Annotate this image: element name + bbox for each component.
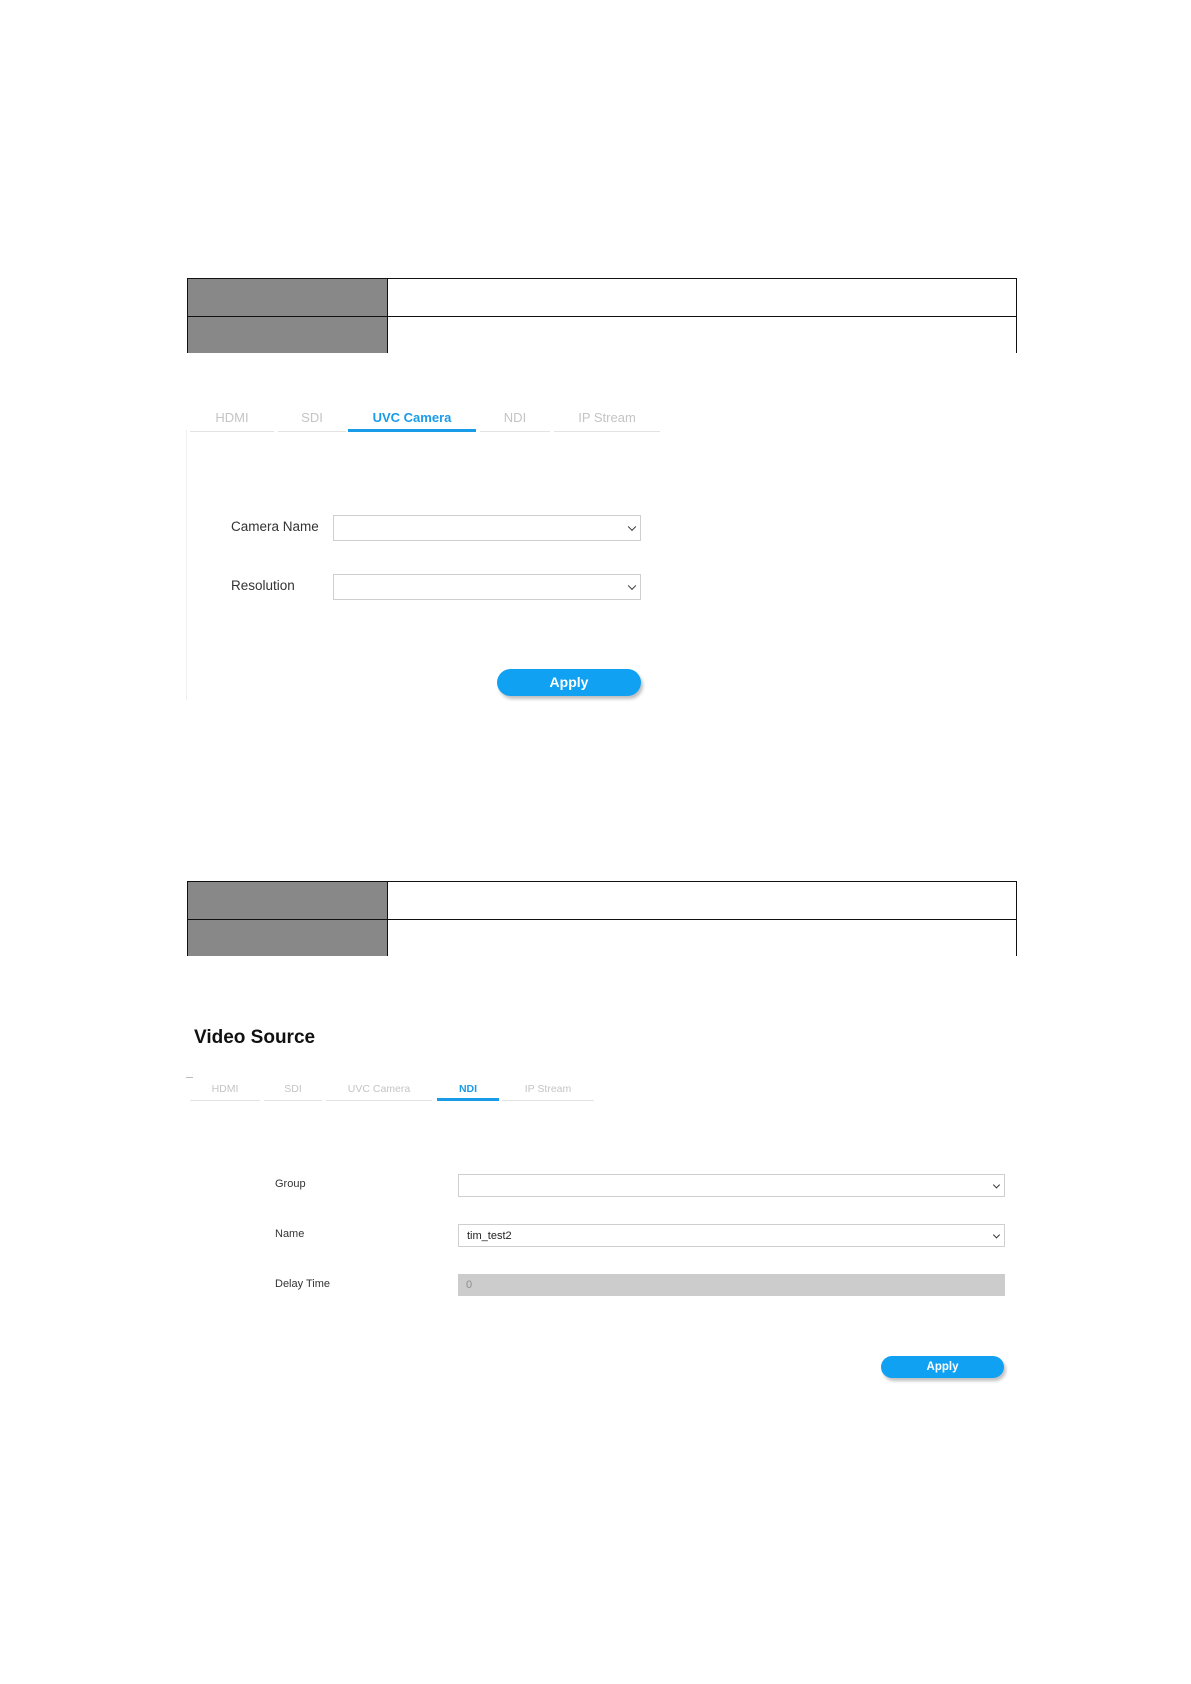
- delay-time-input[interactable]: [458, 1274, 1005, 1296]
- tab-ip-stream[interactable]: [552, 408, 662, 432]
- group-label: Group: [275, 1178, 306, 1190]
- tab-ip-stream[interactable]: [500, 1081, 596, 1101]
- tab-label: UVC Camera: [347, 1083, 411, 1095]
- chevron-down-icon: [628, 523, 636, 531]
- tab-label: IP Stream: [578, 410, 636, 425]
- tab-hdmi[interactable]: [188, 408, 276, 432]
- header-cell-grey: [188, 920, 388, 956]
- name-select[interactable]: [458, 1224, 1005, 1247]
- header-cell-blank: [388, 279, 1016, 316]
- tab-uvc-camera[interactable]: [324, 1081, 434, 1101]
- delay-time-value: 0: [466, 1279, 473, 1291]
- tab-hdmi[interactable]: [188, 1081, 262, 1101]
- tab-label: IP Stream: [524, 1083, 572, 1095]
- group-select[interactable]: [458, 1174, 1005, 1197]
- page-title: Video Source: [194, 1027, 316, 1048]
- tab-label: NDI: [458, 1083, 478, 1095]
- header-cell-grey: [188, 882, 388, 919]
- tab-label: HDMI: [215, 410, 249, 425]
- delay-time-label: Delay Time: [275, 1278, 331, 1290]
- apply-button[interactable]: Apply: [497, 669, 641, 696]
- tab-label: SDI: [284, 1083, 302, 1095]
- tab-label: HDMI: [211, 1083, 239, 1095]
- tab-sdi[interactable]: [276, 408, 348, 432]
- tab-ndi[interactable]: [437, 1081, 499, 1101]
- resolution-label: Resolution: [231, 578, 295, 593]
- header-table-2: [187, 881, 1017, 956]
- apply-button[interactable]: Apply: [881, 1356, 1004, 1378]
- tab-sdi[interactable]: [262, 1081, 324, 1101]
- tab-label: UVC Camera: [372, 410, 452, 425]
- header-table-1: [187, 278, 1017, 353]
- divider: [186, 1077, 193, 1078]
- header-cell-grey: [188, 279, 388, 316]
- tab-label: NDI: [503, 410, 527, 425]
- camera-name-label: Camera Name: [231, 519, 319, 534]
- uvc-camera-panel: [186, 430, 187, 700]
- name-label: Name: [275, 1228, 305, 1240]
- name-value: tim_test2: [467, 1229, 512, 1242]
- header-table-row: [188, 316, 1016, 353]
- tab-ndi[interactable]: [478, 408, 552, 432]
- header-cell-blank: [388, 920, 1016, 956]
- tab-uvc-camera[interactable]: [348, 408, 476, 432]
- chevron-down-icon: [993, 1181, 1000, 1188]
- chevron-down-icon: [628, 582, 636, 590]
- header-table-row: [188, 919, 1016, 956]
- header-cell-blank: [388, 882, 1016, 919]
- chevron-down-icon: [993, 1231, 1000, 1238]
- resolution-select[interactable]: [333, 574, 641, 600]
- header-table-row: [188, 882, 1016, 919]
- camera-name-select[interactable]: [333, 515, 641, 541]
- header-table-row: [188, 279, 1016, 316]
- header-cell-blank: [388, 317, 1016, 353]
- tab-label: SDI: [301, 410, 323, 425]
- header-cell-grey: [188, 317, 388, 353]
